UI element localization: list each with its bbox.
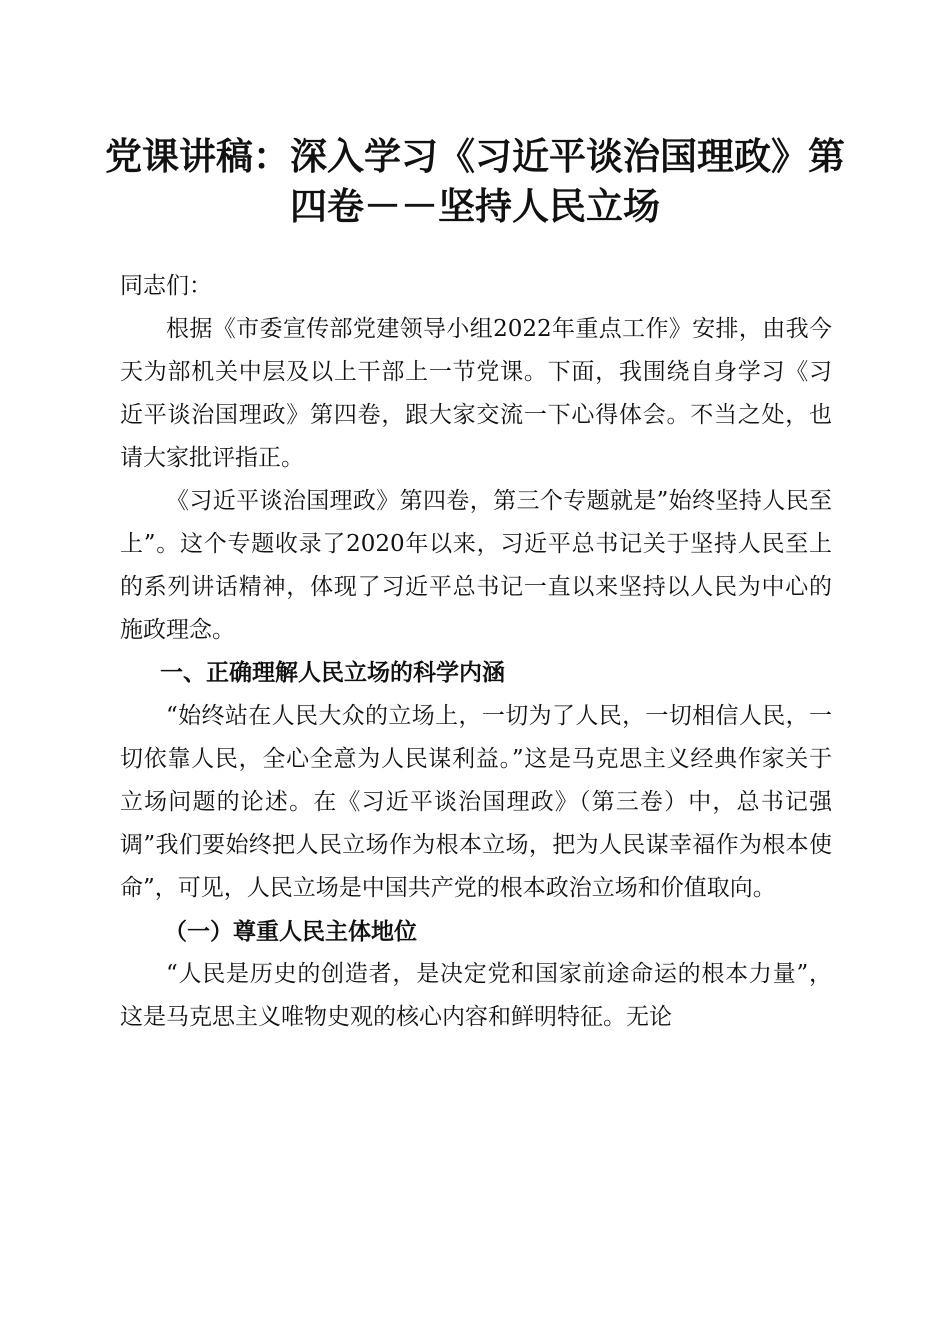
paragraph-people-stance: “始终站在人民大众的立场上，一切为了人民，一切相信人民，一切依靠人民，全心全意为人民谋利益。”这是马克思主义经典作家关于立场问题的论述。在《习近平谈治国理政》（第三卷）中，总书记强调”我们要始终把人民立场作为根本立场，把为人民谋幸福作为根本使命”，可见，人民立场是中国共产党的根本政治立场和价值取向。 xyxy=(120,703,832,901)
title-line-2: 四卷－－坚持人民立场 xyxy=(290,185,660,228)
salutation: 同志们： xyxy=(120,273,212,299)
document-body xyxy=(120,265,832,1039)
subsection-heading-1: （一）尊重人民主体地位 xyxy=(164,918,417,945)
section-heading-1: 一、正确理解人民立场的科学内涵 xyxy=(160,660,505,686)
paragraph-people-role: “人民是历史的创造者，是决定党和国家前途命运的根本力量”，这是马克思主义唯物史观的核心内容和鲜明特征。无论 xyxy=(120,961,832,1030)
paragraph-intro: 根据《市委宣传部党建领导小组2022年重点工作》安排，由我今天为部机关中层及以上干部上一节党课。下面，我围绕自身学习《习近平谈治国理政》第四卷，跟大家交流一下心得体会。不当之处，也请大家批评指正。 xyxy=(120,316,832,471)
paragraph-topic: 《习近平谈治国理政》第四卷，第三个专题就是”始终坚持人民至上”。这个专题收录了2020年以来，习近平总书记关于坚持人民至上的系列讲话精神，体现了习近平总书记一直以来坚持以人民为中心的施政理念。 xyxy=(120,488,832,643)
document-title xyxy=(100,132,850,232)
title-line-1: 党课讲稿：深入学习《习近平谈治国理政》第 xyxy=(105,135,845,178)
